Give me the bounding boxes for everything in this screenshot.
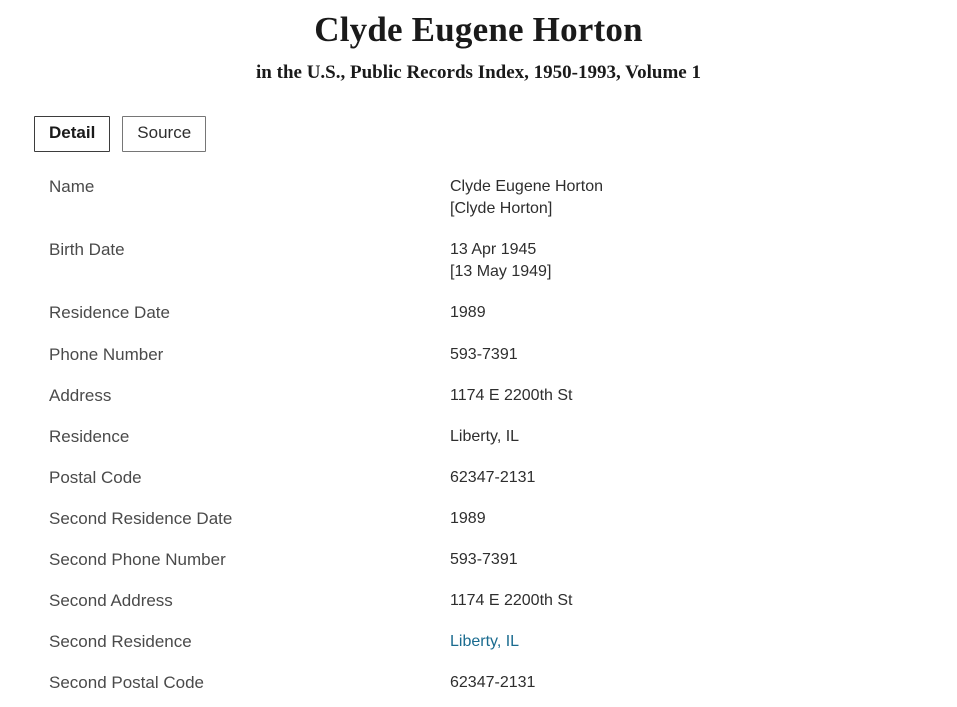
detail-value [450, 672, 535, 694]
detail-value-primary: Liberty, IL [450, 633, 520, 651]
detail-value [450, 385, 572, 407]
detail-row [49, 302, 957, 324]
detail-label: Residence Date [49, 303, 170, 323]
detail-value-primary: 13 Apr 1945 [450, 241, 537, 259]
detail-label: Postal Code [49, 467, 142, 487]
detail-value [450, 467, 535, 489]
page-subtitle: in the U.S., Public Records Index, 1950-1993, Volume 1 [256, 61, 701, 83]
detail-row [49, 467, 957, 489]
detail-value-primary: Clyde Eugene Horton [450, 178, 603, 196]
detail-value-alternate: [13 May 1949] [450, 263, 552, 281]
detail-value-primary: 1989 [450, 304, 486, 322]
detail-value-alternate: [Clyde Horton] [450, 200, 553, 218]
detail-value-primary: 1174 E 2200th St [450, 591, 573, 609]
detail-list [0, 176, 957, 694]
detail-row [49, 549, 957, 571]
detail-value-primary: 593-7391 [450, 550, 518, 568]
detail-label: Second Postal Code [49, 673, 204, 693]
detail-value [450, 549, 518, 571]
detail-value-primary: 1174 E 2200th St [450, 386, 573, 404]
detail-label: Second Address [49, 590, 173, 610]
tab-bar [34, 116, 957, 152]
detail-value-primary: 1989 [450, 509, 486, 527]
detail-value [450, 302, 486, 324]
detail-value [450, 176, 603, 220]
detail-row [49, 426, 957, 448]
detail-value-link[interactable] [450, 631, 519, 653]
detail-row [49, 239, 957, 283]
detail-label: Birth Date [49, 240, 125, 260]
detail-label: Address [49, 385, 112, 405]
detail-label: Phone Number [49, 344, 164, 364]
detail-row [49, 672, 957, 694]
detail-value-primary: 593-7391 [450, 345, 518, 363]
tab-detail[interactable]: Detail [34, 116, 110, 152]
detail-row [49, 344, 957, 366]
detail-value [450, 426, 519, 448]
detail-value-primary: Liberty, IL [450, 427, 520, 445]
detail-value [450, 344, 518, 366]
detail-row [49, 631, 957, 653]
detail-value [450, 239, 551, 283]
detail-value-primary: 62347-2131 [450, 674, 536, 692]
detail-label: Second Phone Number [49, 549, 226, 569]
detail-label: Name [49, 177, 95, 197]
detail-row [49, 385, 957, 407]
detail-value-primary: 62347-2131 [450, 468, 536, 486]
detail-value [450, 590, 572, 612]
record-header [0, 0, 957, 85]
detail-label: Residence [49, 426, 130, 446]
tab-source[interactable]: Source [122, 116, 206, 152]
detail-row [49, 590, 957, 612]
detail-row [49, 508, 957, 530]
detail-value [450, 508, 486, 530]
detail-label: Second Residence Date [49, 508, 233, 528]
page-title: Clyde Eugene Horton [314, 10, 643, 49]
detail-row [49, 176, 957, 220]
detail-label: Second Residence [49, 632, 192, 652]
